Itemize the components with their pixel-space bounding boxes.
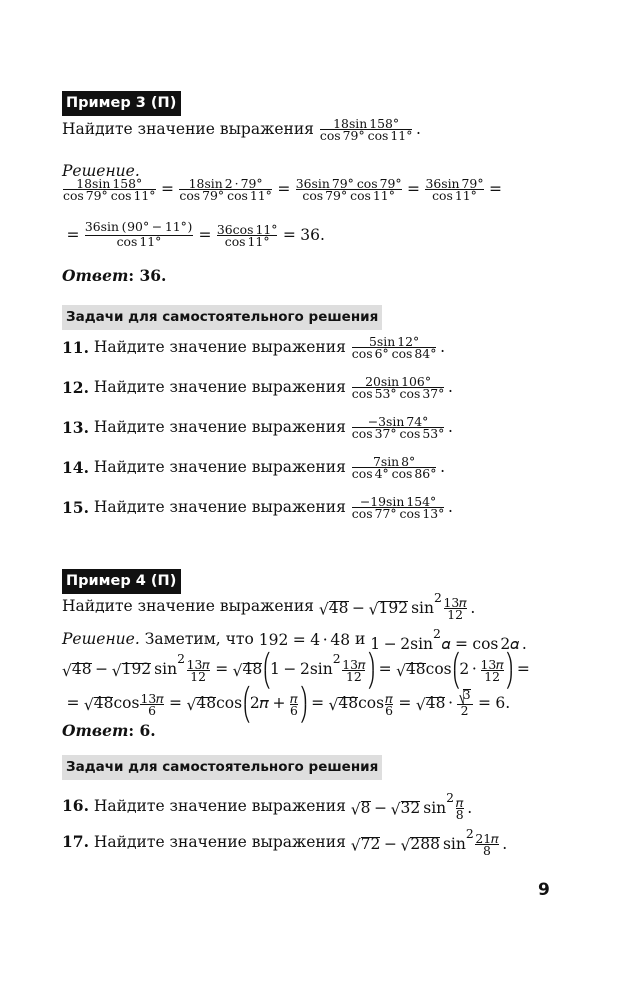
example-3-equation-2: = 36 sin ( 90 ° − 11 ° )cos 11 ° = 36 cos 11 °cos 11 ° = 36.: [66, 219, 325, 249]
example-3-expression: 18 sin 158 °cos 79 ° cos 11 ° .: [319, 116, 421, 143]
task-13: 13. Найдите значение выражения − 3 sin 74 ° cos 37 ° cos 53 ° .: [62, 416, 456, 438]
example-4-equation-1: 48 − 192 sin2 13 π12 = 48(1 − 2 sin2 13 π12) = 48 cos(2 · 13 π12) =: [71, 651, 530, 684]
tasks-header-2: Задачи для самостоятельного решения: [62, 755, 382, 780]
example-4-expression: 48 − 192 sin2 13 π12 .: [328, 590, 476, 623]
task-16-expression: 8 − 32 sin2 π8 .: [360, 790, 473, 823]
page-number: 9: [538, 880, 550, 900]
example-3-label: Пример 3 (П): [62, 91, 181, 116]
example-4-label: Пример 4 (П): [62, 569, 181, 594]
task-14: 14. Найдите значение выражения 7 sin 8 ° cos 4 ° cos 86 ° .: [62, 456, 448, 478]
example-3-solution-line-2: [62, 219, 325, 249]
task-12-expression: 20 sin 106 °cos 53 ° cos 37 ° .: [351, 374, 453, 401]
task-16: 16. Найдите значение выражения 8 − 32 sin 2 π 8 .: [62, 792, 475, 819]
task-12: 12. Найдите значение выражения 20 sin 106 ° cos 53 ° cos 37 ° .: [62, 376, 456, 398]
task-15: 15. Найдите значение выражения − 19 sin 154 ° cos 77 ° cos 13 ° .: [62, 496, 456, 518]
example-4-solution-line-2: [62, 685, 510, 722]
example-3-solution-line-1: [62, 176, 506, 203]
task-17-expression: 72 − 288 sin2 21 π8 .: [360, 826, 508, 859]
task-11: 11. Найдите значение выражения 5 sin 12 ° cos 6 ° cos 84 ° .: [62, 336, 448, 358]
example-3-answer: Ответ: 36.: [62, 266, 167, 285]
example-3-statement: Найдите значение выражения 18 sin 158 ° cos 79 ° cos 11 ° .: [62, 118, 424, 140]
task-13-expression: − 3 sin 74 °cos 37 ° cos 53 ° .: [351, 414, 453, 441]
example-3-solution-label: Решение.: [62, 162, 140, 180]
tasks-header-1: Задачи для самостоятельного решения: [62, 305, 382, 330]
task-14-expression: 7 sin 8 °cos 4 ° cos 86 ° .: [351, 454, 445, 481]
example-4-answer: Ответ: 6.: [62, 721, 156, 740]
task-15-expression: − 19 sin 154 °cos 77 ° cos 13 ° .: [351, 494, 453, 521]
example-4-equation-2: = 48 cos 13 π6 = 48 cos(2 π + π6) = 48 cos π6 = 48 · 32 = 6.: [66, 685, 511, 718]
example-4-statement: Найдите значение выражения 48 − 192 sin 2 13 π 12 .: [62, 592, 478, 619]
example-4-solution-intro: Решение. Заметим, что 192 = 4 · 48 и 1 − 2 sin 2 𝛼 = cos 2 α .: [62, 626, 527, 653]
task-17: 17. Найдите значение выражения 72 − 288 sin 2 21 π 8 .: [62, 828, 510, 855]
task-11-expression: 5 sin 12 °cos 6 ° cos 84 ° .: [351, 334, 445, 361]
example-4-solution-line-1: [62, 651, 534, 688]
example-3-equation-1: 18 sin 158 °cos 79 ° cos 11 ° = 18 sin 2 · 79 °cos 79 ° cos 11 ° = 36 sin 79 ° cos 79 °cos 79 ° cos 11 ° = 36 sin 79 °cos 11 ° =: [63, 176, 502, 203]
